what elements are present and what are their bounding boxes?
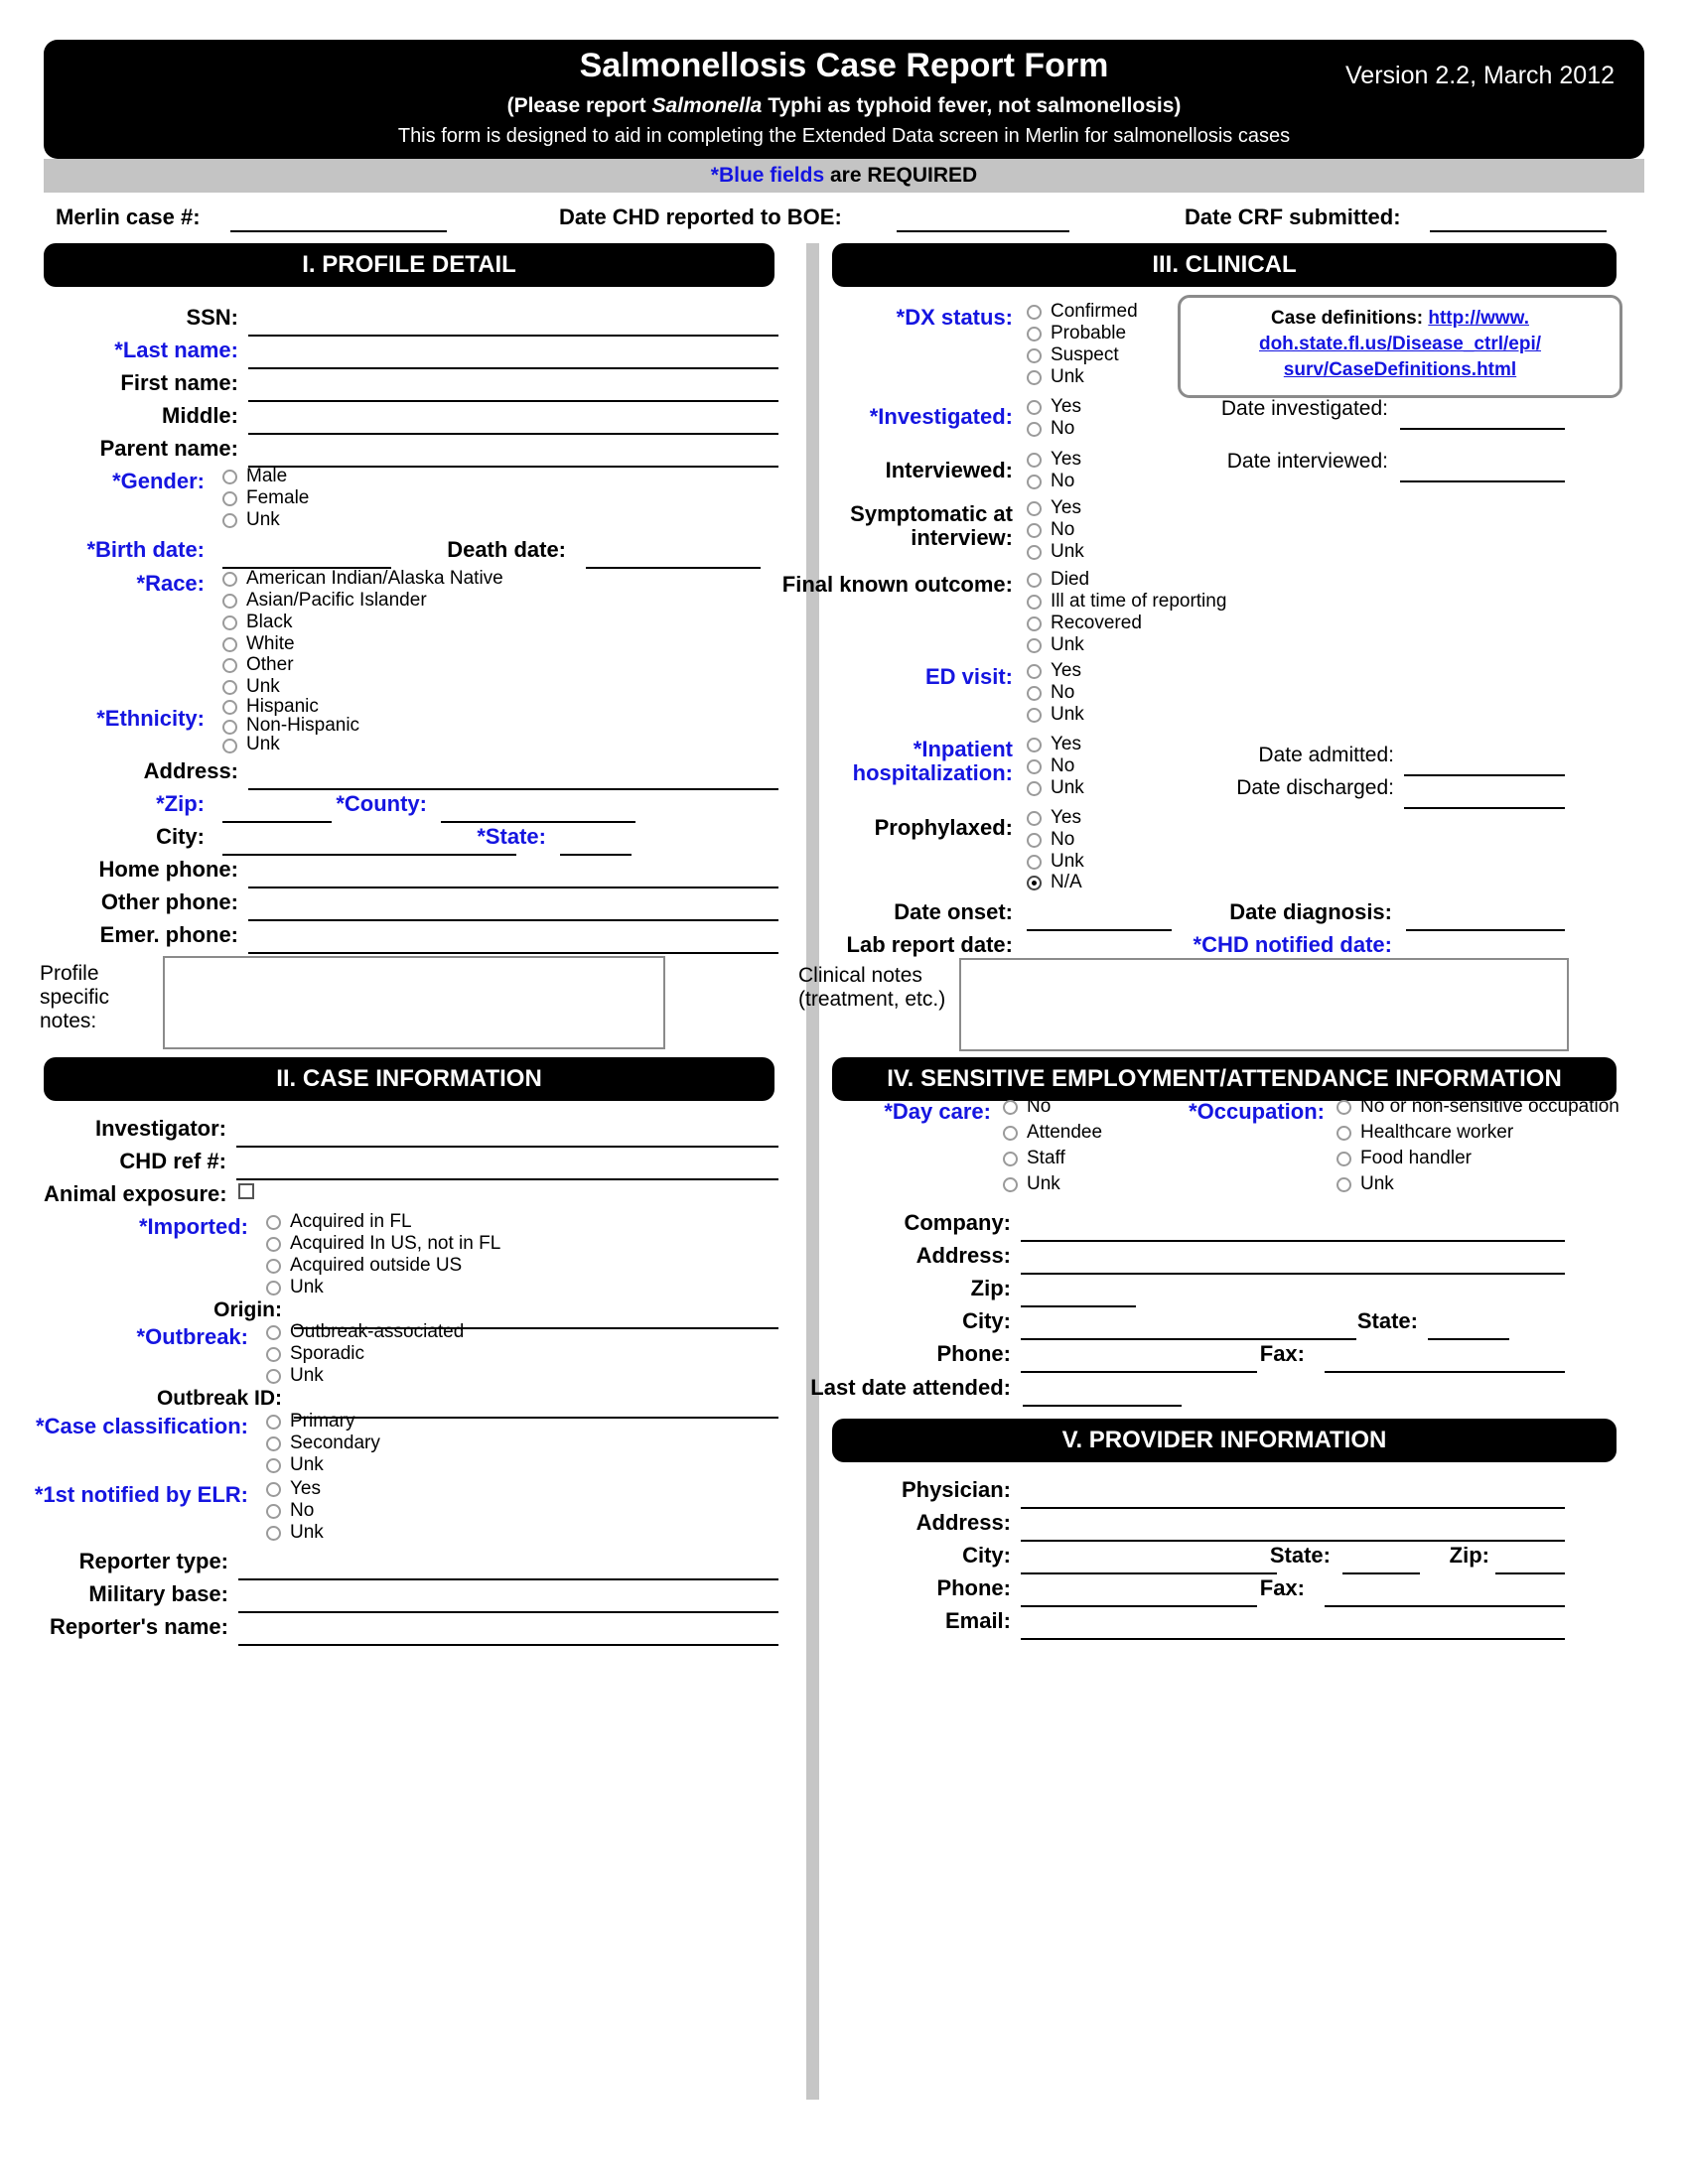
investigated-radio-no[interactable] bbox=[1027, 422, 1042, 437]
last-name-input[interactable] bbox=[248, 367, 778, 369]
lab-report-date-label: Lab report date: bbox=[846, 932, 1013, 957]
outbreak-radio-sporadic[interactable] bbox=[266, 1347, 281, 1362]
case-classification-radio-secondary[interactable] bbox=[266, 1436, 281, 1451]
outbreak-option-sporadic: Sporadic bbox=[290, 1343, 364, 1364]
required-rest-text: are REQUIRED bbox=[824, 164, 978, 187]
outbreak-option-unk: Unk bbox=[290, 1365, 324, 1386]
dx-status-option-confirmed: Confirmed bbox=[1051, 301, 1138, 322]
case-definitions-label: Case definitions: bbox=[1270, 308, 1424, 329]
reporter-name-label: Reporter's name: bbox=[49, 1614, 228, 1639]
investigated-radio-yes[interactable] bbox=[1027, 400, 1042, 415]
section-2-heading: II. CASE INFORMATION bbox=[44, 1057, 774, 1101]
final-outcome-label: Final known outcome: bbox=[781, 572, 1013, 597]
inpatient-radio-unk[interactable] bbox=[1027, 781, 1042, 796]
day-care-option-staff: Staff bbox=[1027, 1148, 1065, 1168]
ethnicity-option-non-hispanic: Non-Hispanic bbox=[246, 715, 360, 736]
occupation-radio-healthcare[interactable] bbox=[1336, 1126, 1351, 1141]
investigated-option-no: No bbox=[1051, 418, 1075, 439]
prophylaxed-option-na: N/A bbox=[1051, 872, 1082, 892]
date-onset-label: Date onset: bbox=[894, 899, 1013, 924]
case-definitions-link-line3[interactable]: surv/CaseDefinitions.html bbox=[1283, 359, 1517, 380]
gender-option-unk: Unk bbox=[246, 509, 280, 530]
outbreak-label: *Outbreak: bbox=[136, 1324, 248, 1349]
employer-zip-input[interactable] bbox=[1021, 1305, 1136, 1307]
parent-name-input[interactable] bbox=[248, 466, 778, 468]
dx-status-option-unk: Unk bbox=[1051, 366, 1084, 387]
other-phone-label: Other phone: bbox=[100, 889, 238, 914]
provider-email-label: Email: bbox=[944, 1608, 1011, 1633]
right-column bbox=[781, 243, 1644, 1633]
symptomatic-label-line2: interview: bbox=[911, 525, 1013, 550]
date-discharged-label: Date discharged: bbox=[1236, 776, 1394, 799]
outbreak-id-input[interactable] bbox=[294, 1417, 778, 1419]
occupation-radio-food-handler[interactable] bbox=[1336, 1152, 1351, 1166]
final-outcome-option-unk: Unk bbox=[1051, 634, 1084, 655]
date-crf-input[interactable] bbox=[1430, 230, 1607, 232]
ed-visit-option-yes: Yes bbox=[1051, 660, 1081, 681]
inpatient-label-line1: *Inpatient bbox=[913, 737, 1013, 761]
interviewed-radio-no[interactable] bbox=[1027, 475, 1042, 489]
race-radio-other[interactable] bbox=[222, 658, 237, 673]
birth-date-label: *Birth date: bbox=[86, 537, 205, 562]
investigated-option-yes: Yes bbox=[1051, 396, 1081, 417]
inpatient-label-line2: hospitalization: bbox=[852, 760, 1013, 785]
home-phone-input[interactable] bbox=[248, 887, 778, 888]
gender-label: *Gender: bbox=[112, 469, 205, 493]
military-base-label: Military base: bbox=[88, 1581, 228, 1606]
date-diagnosis-input[interactable] bbox=[1406, 929, 1565, 931]
last-date-attended-input[interactable] bbox=[1023, 1405, 1182, 1407]
inpatient-radio-no[interactable] bbox=[1027, 759, 1042, 774]
last-name-label: *Last name: bbox=[114, 338, 238, 362]
prophylaxed-radio-unk[interactable] bbox=[1027, 855, 1042, 870]
address-input[interactable] bbox=[248, 788, 778, 790]
race-radio-white[interactable] bbox=[222, 637, 237, 652]
clinical-notes-textarea[interactable] bbox=[959, 958, 1569, 1051]
form-subtitle-typhi bbox=[44, 94, 1644, 118]
date-diagnosis-label: Date diagnosis: bbox=[1229, 899, 1392, 924]
reporter-name-input[interactable] bbox=[238, 1644, 778, 1646]
provider-address-label: Address: bbox=[915, 1510, 1011, 1535]
dx-status-radio-suspect[interactable] bbox=[1027, 348, 1042, 363]
inpatient-option-unk: Unk bbox=[1051, 777, 1084, 798]
date-chd-boe-input[interactable] bbox=[897, 230, 1069, 232]
emer-phone-input[interactable] bbox=[248, 952, 778, 954]
ssn-input[interactable] bbox=[248, 335, 778, 337]
outbreak-radio-unk[interactable] bbox=[266, 1369, 281, 1384]
section-4-heading: IV. SENSITIVE EMPLOYMENT/ATTENDANCE INFORMATION bbox=[832, 1057, 1617, 1101]
ethnicity-option-unk: Unk bbox=[246, 734, 280, 754]
date-discharged-input[interactable] bbox=[1404, 807, 1565, 809]
symptomatic-option-no: No bbox=[1051, 519, 1075, 540]
first-name-input[interactable] bbox=[248, 400, 778, 402]
symptomatic-radio-no[interactable] bbox=[1027, 523, 1042, 538]
left-column bbox=[34, 243, 798, 1639]
home-phone-label: Home phone: bbox=[98, 857, 238, 882]
elr-radio-yes[interactable] bbox=[266, 1482, 281, 1497]
imported-option-acquired-fl: Acquired in FL bbox=[290, 1211, 412, 1232]
race-option-unk: Unk bbox=[246, 676, 280, 697]
imported-radio-acquired-fl[interactable] bbox=[266, 1215, 281, 1230]
ethnicity-radio-non-hispanic[interactable] bbox=[222, 720, 237, 735]
animal-exposure-checkbox[interactable] bbox=[238, 1183, 254, 1199]
county-label: *County: bbox=[336, 791, 427, 816]
case-classification-label: *Case classification: bbox=[36, 1414, 248, 1438]
investigator-label: Investigator: bbox=[94, 1116, 226, 1141]
date-investigated-input[interactable] bbox=[1400, 428, 1565, 430]
inpatient-option-yes: Yes bbox=[1051, 734, 1081, 754]
provider-phone-input[interactable] bbox=[1021, 1605, 1257, 1607]
interviewed-option-no: No bbox=[1051, 471, 1075, 491]
ethnicity-option-hispanic: Hispanic bbox=[246, 696, 319, 717]
case-classification-radio-unk[interactable] bbox=[266, 1458, 281, 1473]
top-meta-row bbox=[0, 199, 1688, 238]
elr-option-no: No bbox=[290, 1500, 315, 1521]
employer-fax-input[interactable] bbox=[1325, 1371, 1565, 1373]
ed-visit-label: ED visit: bbox=[924, 664, 1013, 689]
race-label: *Race: bbox=[136, 571, 205, 596]
symptomatic-label-line1: Symptomatic at bbox=[850, 501, 1013, 526]
date-chd-boe-label: Date CHD reported to BOE: bbox=[559, 205, 842, 229]
ethnicity-label: *Ethnicity: bbox=[96, 706, 205, 731]
form-version: Version 2.2, March 2012 bbox=[1345, 62, 1615, 89]
city-label: City: bbox=[156, 824, 205, 849]
address-label: Address: bbox=[143, 758, 238, 783]
reporter-type-label: Reporter type: bbox=[78, 1549, 228, 1573]
employer-phone-label: Phone: bbox=[936, 1341, 1011, 1366]
prophylaxed-label: Prophylaxed: bbox=[874, 815, 1013, 840]
prophylaxed-radio-yes[interactable] bbox=[1027, 811, 1042, 826]
case-classification-option-unk: Unk bbox=[290, 1454, 324, 1475]
race-option-asian: Asian/Pacific Islander bbox=[246, 590, 427, 611]
day-care-option-unk: Unk bbox=[1027, 1173, 1060, 1194]
day-care-radio-attendee[interactable] bbox=[1003, 1126, 1018, 1141]
ed-visit-radio-unk[interactable] bbox=[1027, 708, 1042, 723]
dx-status-option-probable: Probable bbox=[1051, 323, 1127, 343]
imported-radio-acquired-outside-us[interactable] bbox=[266, 1259, 281, 1274]
imported-label: *Imported: bbox=[139, 1214, 248, 1239]
gender-radio-unk[interactable] bbox=[222, 513, 237, 528]
race-radio-unk[interactable] bbox=[222, 680, 237, 695]
final-outcome-option-died: Died bbox=[1051, 569, 1090, 590]
ethnicity-radio-unk[interactable] bbox=[222, 739, 237, 753]
occupation-label: *Occupation: bbox=[1189, 1099, 1325, 1124]
state-input[interactable] bbox=[560, 854, 632, 856]
profile-notes-label-line2: specific bbox=[40, 986, 110, 1009]
interviewed-option-yes: Yes bbox=[1051, 449, 1081, 470]
day-care-radio-unk[interactable] bbox=[1003, 1177, 1018, 1192]
provider-state-input[interactable] bbox=[1342, 1572, 1420, 1574]
zip-input[interactable] bbox=[222, 821, 332, 823]
reporter-type-input[interactable] bbox=[238, 1578, 778, 1580]
first-name-label: First name: bbox=[120, 370, 238, 395]
inpatient-radio-yes[interactable] bbox=[1027, 738, 1042, 752]
dx-status-label: *DX status: bbox=[896, 305, 1013, 330]
employer-fax-label: Fax: bbox=[1259, 1341, 1305, 1366]
section-5-heading: V. PROVIDER INFORMATION bbox=[832, 1419, 1617, 1462]
ed-visit-option-no: No bbox=[1051, 682, 1075, 703]
column-divider bbox=[806, 243, 819, 2100]
county-input[interactable] bbox=[441, 821, 635, 823]
final-outcome-option-ill: Ill at time of reporting bbox=[1051, 591, 1227, 612]
final-outcome-radio-died[interactable] bbox=[1027, 573, 1042, 588]
employer-zip-label: Zip: bbox=[970, 1276, 1011, 1300]
chd-notified-date-label: *CHD notified date: bbox=[1193, 932, 1392, 957]
symptomatic-radio-unk[interactable] bbox=[1027, 545, 1042, 560]
provider-city-label: City: bbox=[962, 1543, 1011, 1568]
occupation-radio-none[interactable] bbox=[1336, 1100, 1351, 1115]
race-option-white: White bbox=[246, 633, 295, 654]
section-3-heading: III. CLINICAL bbox=[832, 243, 1617, 287]
dx-status-radio-confirmed[interactable] bbox=[1027, 305, 1042, 320]
employer-city-input[interactable] bbox=[1021, 1338, 1356, 1340]
symptomatic-option-yes: Yes bbox=[1051, 497, 1081, 518]
provider-phone-label: Phone: bbox=[936, 1575, 1011, 1600]
employer-city-label: City: bbox=[962, 1308, 1011, 1333]
provider-state-label: State: bbox=[1269, 1543, 1331, 1568]
day-care-option-no: No bbox=[1027, 1096, 1052, 1117]
final-outcome-option-recovered: Recovered bbox=[1051, 613, 1142, 633]
chd-ref-input[interactable] bbox=[236, 1178, 778, 1180]
race-radio-black[interactable] bbox=[222, 615, 237, 630]
date-crf-label: Date CRF submitted: bbox=[1185, 205, 1401, 229]
clinical-notes-label-line1: Clinical notes bbox=[798, 964, 922, 987]
investigator-input[interactable] bbox=[236, 1146, 778, 1148]
death-date-label: Death date: bbox=[447, 537, 566, 562]
case-classification-radio-primary[interactable] bbox=[266, 1415, 281, 1430]
imported-option-acquired-us: Acquired In US, not in FL bbox=[290, 1233, 501, 1254]
employer-address-input[interactable] bbox=[1021, 1273, 1565, 1275]
imported-radio-unk[interactable] bbox=[266, 1281, 281, 1296]
race-radio-asian[interactable] bbox=[222, 594, 237, 609]
provider-zip-label: Zip: bbox=[1449, 1543, 1489, 1568]
occupation-option-healthcare: Healthcare worker bbox=[1360, 1122, 1514, 1143]
date-onset-input[interactable] bbox=[1027, 929, 1172, 931]
prophylaxed-option-yes: Yes bbox=[1051, 807, 1081, 828]
occupation-option-unk: Unk bbox=[1360, 1173, 1394, 1194]
death-date-input[interactable] bbox=[586, 567, 761, 569]
occupation-option-none: No or non-sensitive occupation bbox=[1360, 1096, 1619, 1117]
elr-label: *1st notified by ELR: bbox=[34, 1482, 248, 1507]
profile-notes-textarea[interactable] bbox=[163, 956, 665, 1049]
investigated-label: *Investigated: bbox=[869, 404, 1013, 429]
case-classification-option-secondary: Secondary bbox=[290, 1433, 380, 1453]
provider-fax-label: Fax: bbox=[1259, 1575, 1305, 1600]
provider-city-input[interactable] bbox=[1021, 1572, 1277, 1574]
provider-fax-input[interactable] bbox=[1325, 1605, 1565, 1607]
merlin-case-input[interactable] bbox=[230, 230, 447, 232]
imported-radio-acquired-us[interactable] bbox=[266, 1237, 281, 1252]
provider-address-input[interactable] bbox=[1021, 1540, 1565, 1542]
date-interviewed-input[interactable] bbox=[1400, 480, 1565, 482]
final-outcome-radio-recovered[interactable] bbox=[1027, 616, 1042, 631]
imported-option-acquired-outside-us: Acquired outside US bbox=[290, 1255, 463, 1276]
form-title: Salmonellosis Case Report Form bbox=[579, 47, 1109, 84]
employer-company-input[interactable] bbox=[1021, 1240, 1565, 1242]
case-definitions-link-line1[interactable]: http://www. bbox=[1428, 308, 1530, 329]
physician-label: Physician: bbox=[901, 1477, 1011, 1502]
prophylaxed-radio-no[interactable] bbox=[1027, 833, 1042, 848]
outbreak-id-label: Outbreak ID: bbox=[156, 1387, 282, 1410]
required-fields-banner bbox=[44, 159, 1644, 193]
ed-visit-radio-yes[interactable] bbox=[1027, 664, 1042, 679]
inpatient-option-no: No bbox=[1051, 755, 1075, 776]
final-outcome-radio-ill[interactable] bbox=[1027, 595, 1042, 610]
elr-option-yes: Yes bbox=[290, 1478, 321, 1499]
profile-notes-label-line3: notes: bbox=[40, 1010, 97, 1032]
provider-zip-input[interactable] bbox=[1495, 1572, 1565, 1574]
ssn-label: SSN: bbox=[186, 305, 238, 330]
form-subtitle-merlin: This form is designed to aid in completing the Extended Data screen in Merlin for salmonellosis cases bbox=[397, 125, 1291, 147]
elr-radio-unk[interactable] bbox=[266, 1526, 281, 1541]
gender-option-male: Male bbox=[246, 466, 288, 486]
date-investigated-label: Date investigated: bbox=[1220, 397, 1388, 420]
chd-ref-label: CHD ref #: bbox=[119, 1149, 226, 1173]
date-admitted-input[interactable] bbox=[1404, 774, 1565, 776]
prophylaxed-option-unk: Unk bbox=[1051, 851, 1084, 872]
parent-name-label: Parent name: bbox=[99, 436, 238, 461]
imported-option-unk: Unk bbox=[290, 1277, 324, 1297]
employer-company-label: Company: bbox=[904, 1210, 1011, 1235]
occupation-option-food-handler: Food handler bbox=[1360, 1148, 1472, 1168]
employer-state-label: State: bbox=[1356, 1308, 1418, 1333]
day-care-option-attendee: Attendee bbox=[1027, 1122, 1103, 1143]
employer-address-label: Address: bbox=[915, 1243, 1011, 1268]
dx-status-option-suspect: Suspect bbox=[1051, 344, 1119, 365]
provider-email-input[interactable] bbox=[1021, 1638, 1565, 1640]
final-outcome-radio-unk[interactable] bbox=[1027, 638, 1042, 653]
race-radio-american-indian[interactable] bbox=[222, 572, 237, 587]
ed-visit-option-unk: Unk bbox=[1051, 704, 1084, 725]
origin-label: Origin: bbox=[213, 1298, 282, 1321]
merlin-case-label: Merlin case #: bbox=[56, 205, 201, 229]
zip-label: *Zip: bbox=[156, 791, 205, 816]
required-blue-text: *Blue fields bbox=[710, 164, 825, 187]
clinical-notes-label-line2: (treatment, etc.) bbox=[798, 988, 946, 1011]
case-definitions-box bbox=[1178, 295, 1622, 398]
city-input[interactable] bbox=[222, 854, 516, 856]
middle-name-label: Middle: bbox=[162, 403, 238, 428]
subtitle-italic: Salmonella bbox=[651, 94, 763, 117]
military-base-input[interactable] bbox=[238, 1611, 778, 1613]
occupation-radio-unk[interactable] bbox=[1336, 1177, 1351, 1192]
gender-radio-male[interactable] bbox=[222, 470, 237, 484]
symptomatic-radio-yes[interactable] bbox=[1027, 501, 1042, 516]
date-admitted-label: Date admitted: bbox=[1258, 744, 1394, 766]
dx-status-radio-probable[interactable] bbox=[1027, 327, 1042, 341]
physician-input[interactable] bbox=[1021, 1507, 1565, 1509]
date-interviewed-label: Date interviewed: bbox=[1226, 450, 1388, 473]
employer-phone-input[interactable] bbox=[1021, 1371, 1257, 1373]
prophylaxed-option-no: No bbox=[1051, 829, 1075, 850]
animal-exposure-label: Animal exposure: bbox=[44, 1181, 227, 1206]
race-option-black: Black bbox=[246, 612, 293, 632]
ed-visit-radio-no[interactable] bbox=[1027, 686, 1042, 701]
section-1-heading: I. PROFILE DETAIL bbox=[44, 243, 774, 287]
gender-radio-female[interactable] bbox=[222, 491, 237, 506]
day-care-label: *Day care: bbox=[884, 1099, 991, 1124]
dx-status-radio-unk[interactable] bbox=[1027, 370, 1042, 385]
elr-option-unk: Unk bbox=[290, 1522, 324, 1543]
outbreak-option-associated: Outbreak-associated bbox=[290, 1321, 465, 1342]
day-care-radio-no[interactable] bbox=[1003, 1100, 1018, 1115]
profile-notes-label-line1: Profile bbox=[40, 962, 99, 985]
last-date-attended-label: Last date attended: bbox=[810, 1375, 1011, 1400]
other-phone-input[interactable] bbox=[248, 919, 778, 921]
race-option-american-indian: American Indian/Alaska Native bbox=[246, 568, 503, 589]
interviewed-label: Interviewed: bbox=[885, 458, 1013, 482]
gender-option-female: Female bbox=[246, 487, 310, 508]
prophylaxed-radio-na[interactable] bbox=[1027, 876, 1042, 890]
subtitle-pre: (Please report bbox=[506, 94, 652, 117]
day-care-radio-staff[interactable] bbox=[1003, 1152, 1018, 1166]
case-definitions-link-line2[interactable]: doh.state.fl.us/Disease_ctrl/epi/ bbox=[1258, 334, 1542, 354]
interviewed-radio-yes[interactable] bbox=[1027, 453, 1042, 468]
state-label: *State: bbox=[477, 824, 546, 849]
symptomatic-option-unk: Unk bbox=[1051, 541, 1084, 562]
middle-name-input[interactable] bbox=[248, 433, 778, 435]
elr-radio-no[interactable] bbox=[266, 1504, 281, 1519]
form-title-bar bbox=[44, 40, 1644, 159]
subtitle-post: Typhi as typhoid fever, not salmonellosis) bbox=[762, 94, 1182, 117]
employer-state-input[interactable] bbox=[1428, 1338, 1509, 1340]
ethnicity-radio-hispanic[interactable] bbox=[222, 700, 237, 715]
outbreak-radio-associated[interactable] bbox=[266, 1325, 281, 1340]
race-option-other: Other bbox=[246, 654, 294, 675]
case-classification-option-primary: Primary bbox=[290, 1411, 355, 1432]
emer-phone-label: Emer. phone: bbox=[99, 922, 238, 947]
